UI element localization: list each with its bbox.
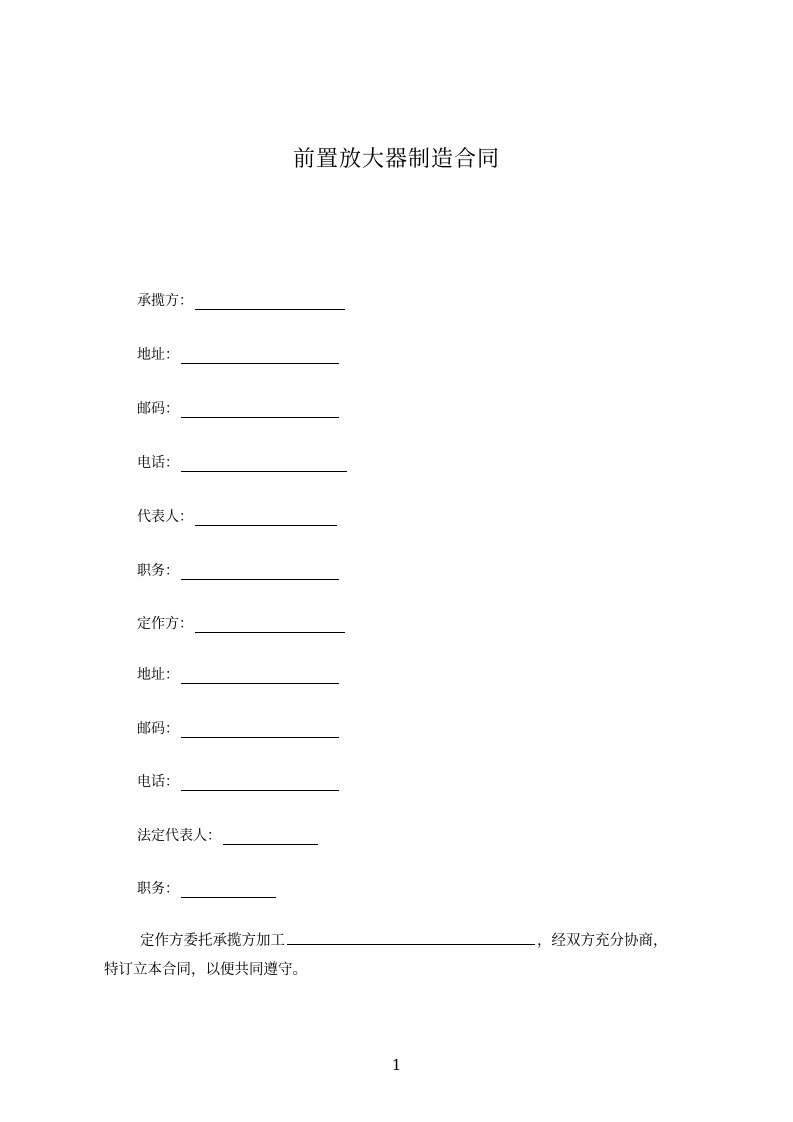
client-position-field [137, 878, 276, 898]
contractor-phone-field [137, 452, 347, 472]
fill-blank[interactable] [181, 457, 347, 472]
fill-blank[interactable] [181, 883, 276, 898]
field-label: 邮码： [137, 721, 179, 737]
contractor-address-field [137, 344, 339, 364]
client-name-field [137, 613, 345, 633]
fill-blank[interactable] [181, 565, 339, 580]
document-title: 前置放大器制造合同 [292, 147, 500, 172]
contractor-representative-field [137, 506, 337, 526]
contractor-name-field [137, 290, 345, 310]
field-label: 电话： [137, 774, 179, 790]
field-label: 定作方： [137, 616, 193, 632]
field-label: 职务： [137, 563, 179, 579]
client-legal-representative-field [137, 825, 318, 845]
fill-blank[interactable] [195, 511, 337, 526]
fill-blank[interactable] [181, 776, 339, 791]
fill-blank[interactable] [181, 669, 339, 684]
fill-blank[interactable] [223, 830, 318, 845]
client-postcode-field [137, 718, 339, 738]
fill-blank[interactable] [181, 723, 339, 738]
field-label: 电话： [137, 455, 179, 471]
product-fill-blank[interactable] [287, 930, 535, 945]
client-phone-field [137, 771, 339, 791]
intro-text-before-blank: 定作方委托承揽方加工 [140, 933, 285, 949]
contractor-postcode-field [137, 398, 339, 418]
field-label: 职务： [137, 881, 179, 897]
page-number: 1 [391, 1056, 402, 1074]
contractor-position-field [137, 560, 339, 580]
field-label: 地址： [137, 347, 179, 363]
intro-text-line2: 特订立本合同，以便共同遵守。 [104, 962, 307, 978]
fill-blank[interactable] [181, 349, 339, 364]
fill-blank[interactable] [181, 403, 339, 418]
field-label: 代表人： [137, 509, 193, 525]
fill-blank[interactable] [195, 295, 345, 310]
fill-blank[interactable] [195, 618, 345, 633]
field-label: 法定代表人： [137, 828, 221, 844]
intro-paragraph [104, 927, 696, 985]
client-address-field [137, 664, 339, 684]
field-label: 承揽方： [137, 293, 193, 309]
field-label: 地址： [137, 667, 179, 683]
field-label: 邮码： [137, 401, 179, 417]
intro-text-after-blank: ，经双方充分协商， [537, 933, 668, 949]
